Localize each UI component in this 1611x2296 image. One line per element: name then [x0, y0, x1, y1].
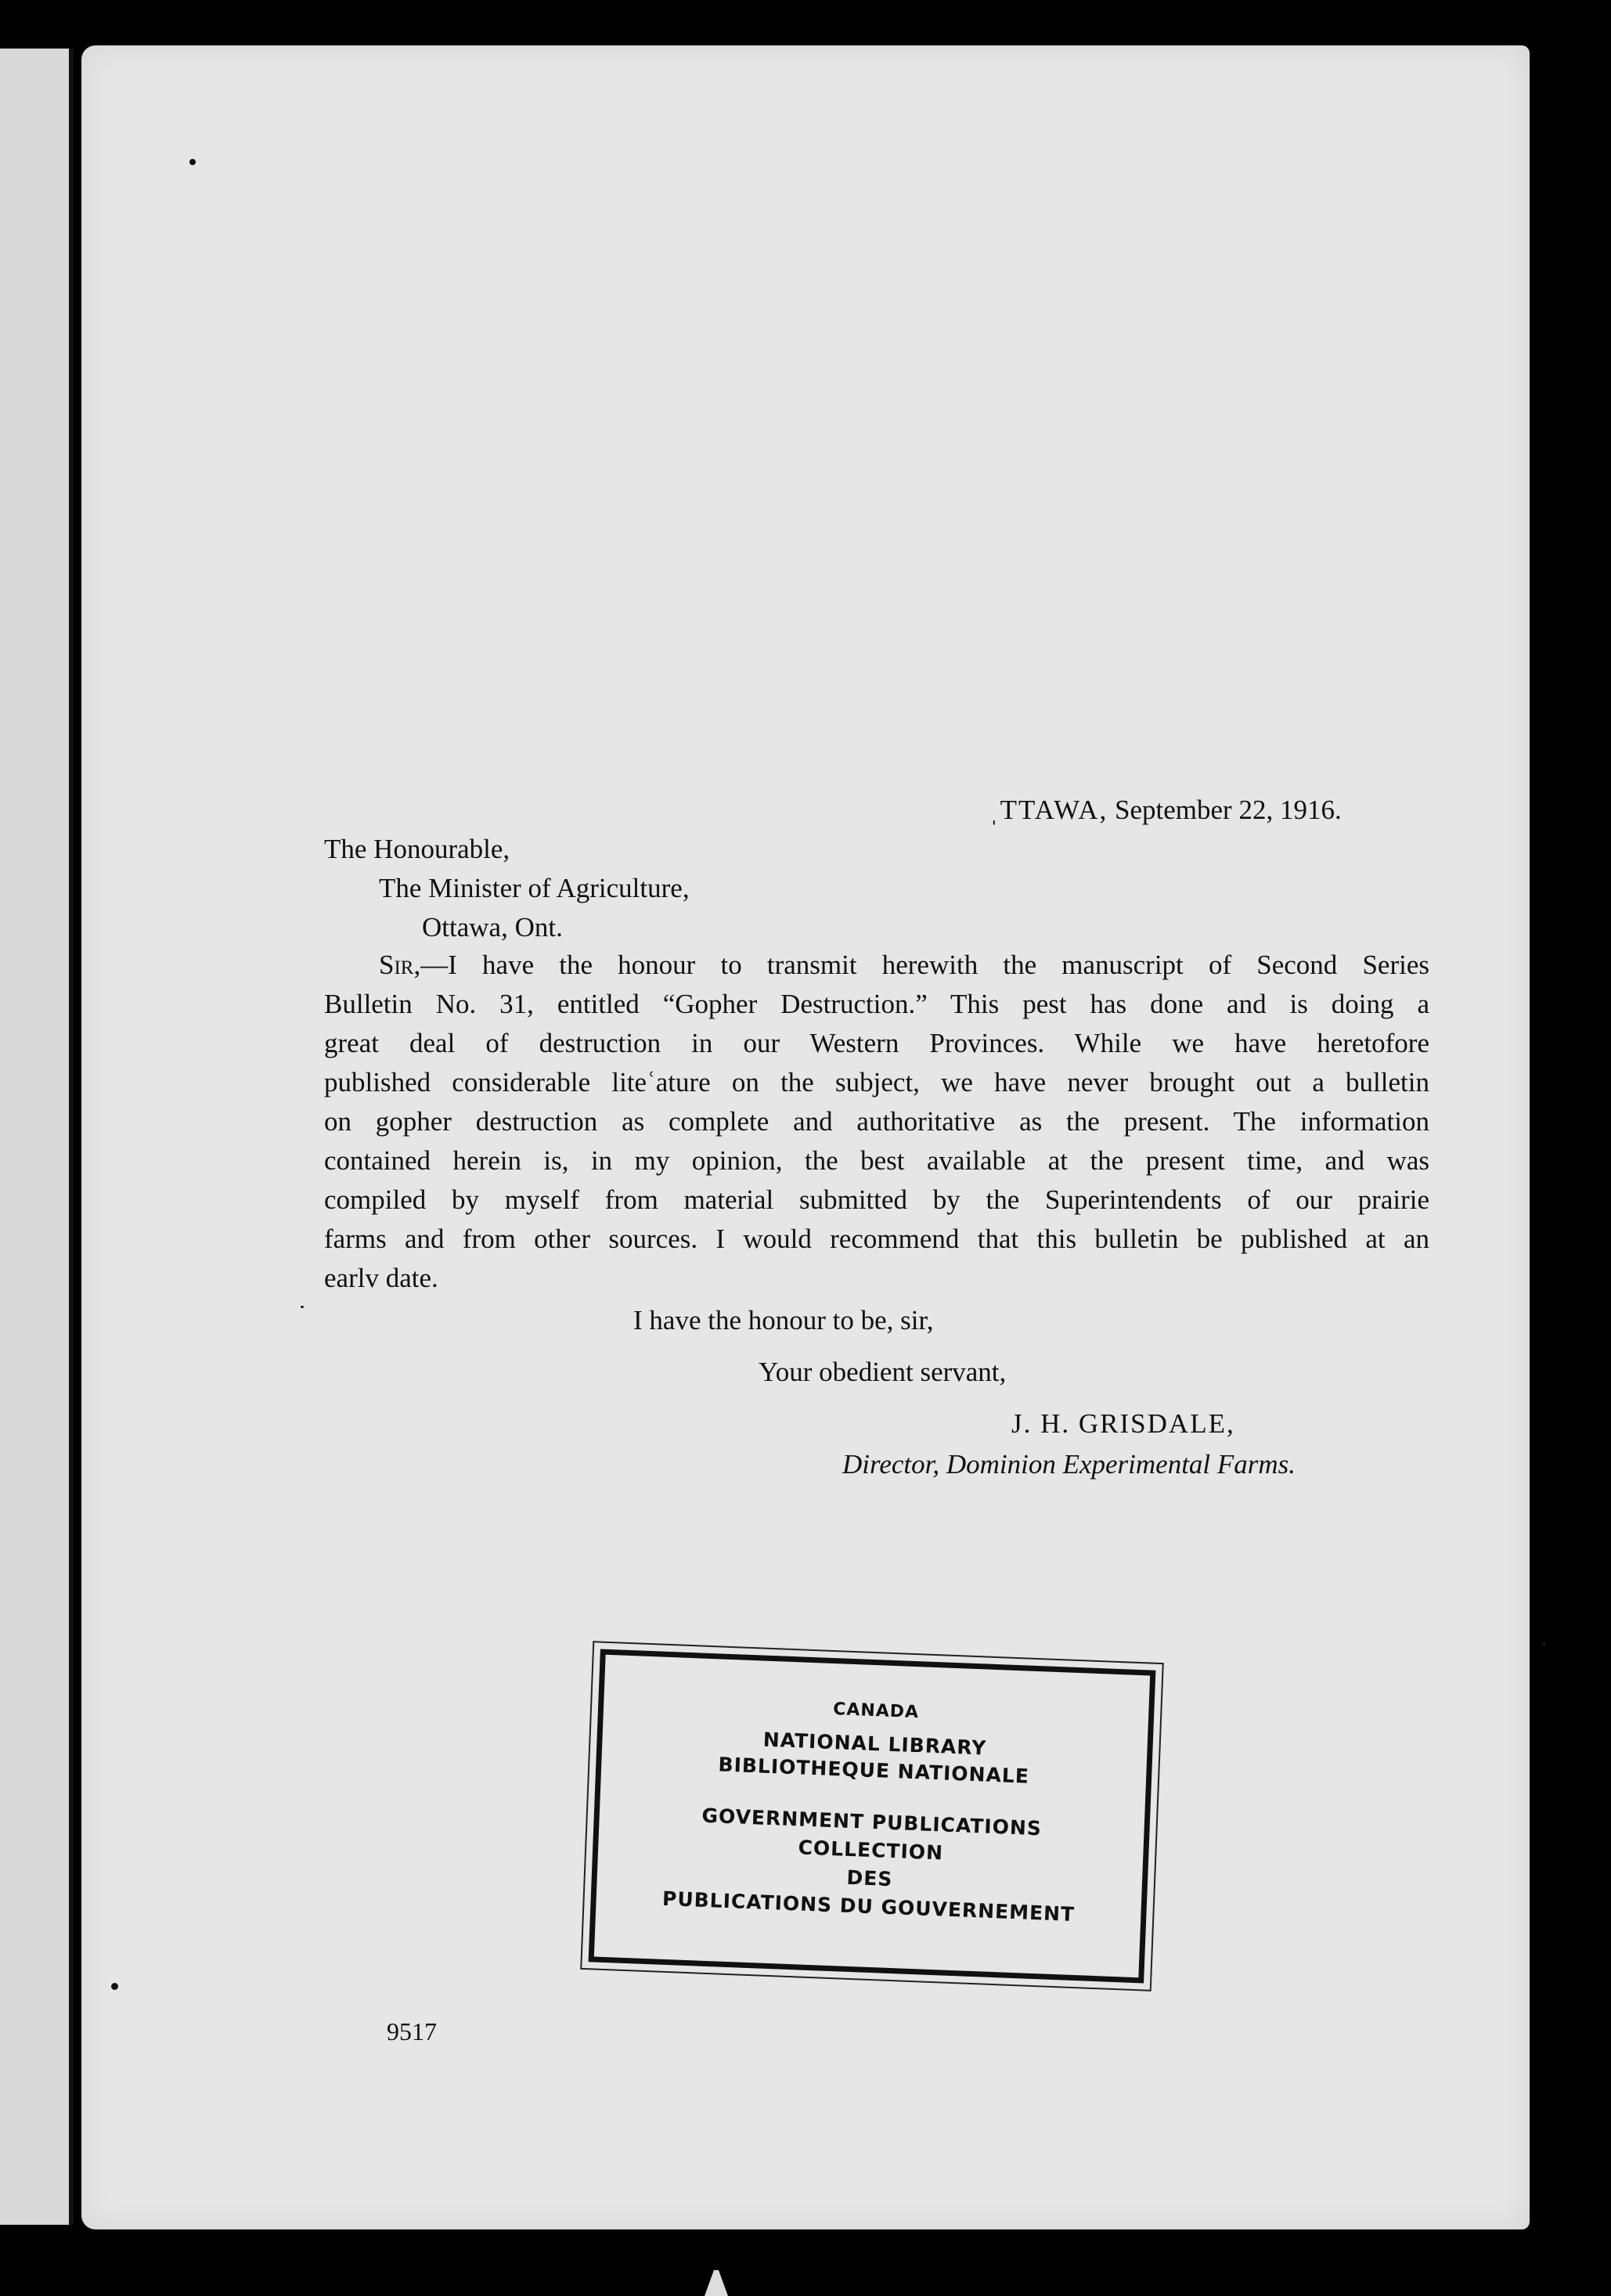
stamp-line-1: CANADA — [832, 1699, 920, 1723]
dateline-date: September 22, 1916. — [1115, 795, 1342, 825]
stamp-line-4: GOVERNMENT PUBLICATIONS — [701, 1804, 1043, 1840]
body-line-1-text: —I have the honour to transmit herewith the manuscript of Second Series — [420, 950, 1429, 980]
body-line-9: earlv date. — [324, 1263, 438, 1293]
closing-line-1: I have the honour to be, sir, — [633, 1305, 934, 1335]
scan-artifact — [705, 2270, 728, 2296]
closing-line-2: Your obedient servant, — [759, 1357, 1007, 1387]
body-line-6: contained herein is, in my opinion, the best available at the present time, and was — [324, 1145, 1429, 1176]
scan-speck — [111, 1983, 118, 1990]
body-line-7: compiled by myself from material submitted by the Superintendents of our prairie — [324, 1184, 1429, 1215]
scan-speck — [1542, 1642, 1546, 1646]
stamp-line-3: BIBLIOTHEQUE NATIONALE — [718, 1753, 1030, 1788]
previous-page-edge — [0, 49, 74, 2225]
letter-body — [324, 946, 1429, 1298]
body-line-5: on gopher destruction as complete and authoritative as the present. The information — [324, 1106, 1429, 1137]
body-line-3: great deal of destruction in our Western Provinces. While we have heretofore — [324, 1028, 1429, 1058]
library-stamp — [589, 1649, 1156, 1984]
scan-speck — [189, 159, 196, 165]
stamp-line-2: NATIONAL LIBRARY — [762, 1728, 987, 1760]
document-page — [81, 45, 1530, 2229]
addressee-line-1: The Honourable, — [324, 834, 510, 864]
page-number: 9517 — [387, 2017, 437, 2045]
stamp-line-7: PUBLICATIONS DU GOUVERNEMENT — [661, 1887, 1076, 1927]
addressee-line-3: Ottawa, Ont. — [422, 912, 563, 943]
signer-name: J. H. GRISDALE, — [1011, 1408, 1235, 1439]
stamp-line-5: COLLECTION — [798, 1836, 944, 1865]
signer-title: Director, Dominion Experimental Farms. — [842, 1449, 1296, 1480]
dateline-city: ˌTTAWA, — [989, 795, 1108, 825]
body-line-2: Bulletin No. 31, entitled “Gopher Destruction.” This pest has done and is doing a — [324, 989, 1429, 1019]
body-line-8: farms and from other sources. I would recommend that this bulletin be published at an — [324, 1224, 1429, 1254]
stamp-line-6: DES — [845, 1865, 893, 1891]
addressee-line-2: The Minister of Agriculture, — [379, 873, 690, 903]
dateline — [989, 789, 1342, 831]
body-line-1 — [324, 946, 1429, 985]
salutation: Sir, — [379, 950, 421, 980]
scan-speck — [301, 1306, 304, 1308]
body-line-4: published considerable liteʿature on the subject, we have never brought out a bulletin — [324, 1067, 1429, 1098]
